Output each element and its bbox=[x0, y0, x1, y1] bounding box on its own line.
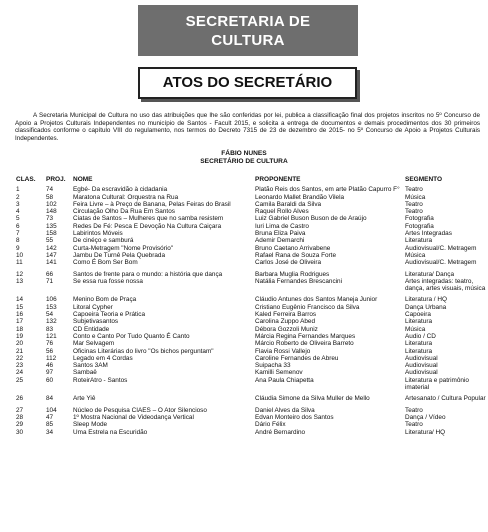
section-banner bbox=[138, 5, 358, 56]
cell-proj: 112 bbox=[46, 354, 57, 362]
cell-segment: Audio / CD bbox=[405, 332, 436, 340]
cell-clas: 6 bbox=[16, 222, 20, 230]
cell-proj: 85 bbox=[46, 421, 54, 429]
cell-proj: 60 bbox=[46, 376, 54, 384]
cell-segment: Audiovisual bbox=[405, 354, 438, 362]
cell-segment: Dança / Vídeo bbox=[405, 413, 446, 421]
cell-segment: Música bbox=[405, 251, 426, 259]
cell-proj: 147 bbox=[46, 251, 57, 259]
cell-name: Legado em 4 Cordas bbox=[73, 354, 133, 362]
cell-clas: 5 bbox=[16, 215, 20, 223]
cell-proponent: Camila Baraldi da Silva bbox=[255, 200, 322, 208]
cell-proj: 46 bbox=[46, 362, 54, 370]
cell-segment: Audiovisual bbox=[405, 362, 438, 370]
cell-clas: 17 bbox=[16, 318, 24, 326]
cell-name: Se essa rua fosse nossa bbox=[73, 277, 143, 285]
cell-proponent: Márcio Roberto de Oliveira Barreto bbox=[255, 340, 354, 348]
header-proponent: PROPONENTE bbox=[255, 176, 301, 183]
table-row bbox=[16, 318, 486, 325]
cell-clas: 16 bbox=[16, 311, 24, 319]
header-segment: SEGMENTO bbox=[405, 176, 443, 183]
cell-proj: 74 bbox=[46, 186, 54, 194]
cell-clas: 10 bbox=[16, 251, 24, 259]
cell-segment: Teatro bbox=[405, 208, 423, 216]
cell-name: Capoeira Teoria e Prática bbox=[73, 311, 145, 319]
cell-clas: 23 bbox=[16, 362, 24, 370]
cell-segment: Audiovisual bbox=[405, 369, 438, 377]
header-proj: PROJ. bbox=[46, 176, 66, 183]
cell-name: Como É Bom Ser Bom bbox=[73, 259, 138, 267]
table-row bbox=[16, 326, 486, 333]
cell-proponent: Raquel Rollo Alves bbox=[255, 208, 309, 216]
cell-clas: 24 bbox=[16, 369, 24, 377]
cell-name: De cinéço e samburá bbox=[73, 237, 134, 245]
cell-segment: Fotografia bbox=[405, 222, 434, 230]
cell-name: Mar Selvagem bbox=[73, 340, 115, 348]
cell-name: Núcleo de Pesquisa CIAES – O Ator Silencioso bbox=[73, 406, 207, 414]
cell-proponent: André Bernardino bbox=[255, 428, 306, 436]
table-row bbox=[16, 292, 486, 303]
cell-name: Redes De Fé: Pesca E Devoção Na Cultura Caiçara bbox=[73, 222, 222, 230]
cell-name: Circulação Olho Da Rua Em Santos bbox=[73, 208, 175, 216]
section-title-line1: SECRETARIA DE bbox=[185, 13, 311, 30]
table-row bbox=[16, 348, 486, 355]
cell-segment: Literatura bbox=[405, 340, 432, 348]
cell-segment: Literatura e patrimônio imaterial bbox=[405, 376, 469, 392]
table-row bbox=[16, 355, 486, 362]
cell-segment: Artes integradas: teatro, dança, artes visuais, música bbox=[405, 277, 486, 293]
cell-proponent: Kaled Ferreira Barros bbox=[255, 311, 317, 319]
table-row bbox=[16, 230, 486, 237]
table-row bbox=[16, 377, 486, 392]
cell-segment: Literatura bbox=[405, 318, 432, 326]
cell-name: 1º Mostra Nacional de Videodança Vertical bbox=[73, 413, 194, 421]
cell-segment: Audiovisual/C. Metragem bbox=[405, 259, 477, 267]
cell-proj: 141 bbox=[46, 259, 57, 267]
table-row bbox=[16, 333, 486, 340]
cell-proj: 58 bbox=[46, 193, 54, 201]
cell-segment: Música bbox=[405, 325, 426, 333]
cell-clas: 3 bbox=[16, 200, 20, 208]
cell-name: Ciatas de Santos – Mulheres que no samba resistem bbox=[73, 215, 224, 223]
cell-proponent: Edvan Monteiro dos Santos bbox=[255, 413, 334, 421]
cell-clas: 27 bbox=[16, 406, 24, 414]
cell-proj: 102 bbox=[46, 200, 57, 208]
cell-proj: 121 bbox=[46, 332, 57, 340]
cell-proponent: Bruna Eliza Paiva bbox=[255, 230, 306, 238]
cell-proj: 71 bbox=[46, 277, 54, 285]
cell-name: Oficinas Literárias do livro "Os bichos perguntam" bbox=[73, 347, 214, 355]
cell-segment: Fotografia bbox=[405, 215, 434, 223]
table-row bbox=[16, 362, 486, 369]
cell-proponent: Cláudio Antunes dos Santos Maneja Junior bbox=[255, 296, 378, 304]
cell-proj: 66 bbox=[46, 270, 54, 278]
cell-proj: 54 bbox=[46, 311, 54, 319]
cell-proponent: Caroline Fernandes de Abreu bbox=[255, 354, 339, 362]
table-row bbox=[16, 403, 486, 414]
table-row bbox=[16, 245, 486, 252]
section-title-line2: CULTURA bbox=[211, 32, 285, 49]
cell-name: Labirintos Móveis bbox=[73, 230, 123, 238]
cell-name: Subjetivasantos bbox=[73, 318, 119, 326]
cell-proj: 104 bbox=[46, 406, 57, 414]
table-row bbox=[16, 194, 486, 201]
table-row bbox=[16, 215, 486, 222]
cell-clas: 14 bbox=[16, 296, 24, 304]
cell-proponent: Carlos José de Oliveira bbox=[255, 259, 322, 267]
cell-name: Sambaê bbox=[73, 369, 97, 377]
table-header-row bbox=[16, 176, 486, 186]
table-row bbox=[16, 223, 486, 230]
cell-proj: 158 bbox=[46, 230, 57, 238]
cell-proj: 83 bbox=[46, 325, 54, 333]
cell-segment: Literatura/ Dança bbox=[405, 270, 455, 278]
cell-proponent: Carolina Zuppo Abed bbox=[255, 318, 316, 326]
signature-role: SECRETÁRIO DE CULTURA bbox=[200, 158, 288, 165]
cell-clas: 25 bbox=[16, 376, 24, 384]
cell-proponent: Débora Gozzoli Muniz bbox=[255, 325, 318, 333]
cell-clas: 18 bbox=[16, 325, 24, 333]
cell-clas: 22 bbox=[16, 354, 24, 362]
cell-segment: Teatro bbox=[405, 200, 423, 208]
table-row bbox=[16, 208, 486, 215]
cell-name: Menino Bom de Praça bbox=[73, 296, 137, 304]
cell-proponent: Cristiano Eugênio Francisco da Silva bbox=[255, 303, 360, 311]
cell-segment: Literatura/ HQ bbox=[405, 428, 446, 436]
signature-name: FÁBIO NUNES bbox=[221, 150, 267, 157]
cell-proj: 73 bbox=[46, 215, 54, 223]
cell-proj: 148 bbox=[46, 208, 57, 216]
cell-segment: Literatura / HQ bbox=[405, 296, 447, 304]
cell-clas: 13 bbox=[16, 277, 24, 285]
cell-proponent: Daniel Alves da Silva bbox=[255, 406, 315, 414]
table-row bbox=[16, 237, 486, 244]
cell-proponent: Suipacha 33 bbox=[255, 362, 291, 370]
cell-name: Egbé- Da escravidão à cidadania bbox=[73, 186, 168, 194]
table-row bbox=[16, 369, 486, 376]
cell-proj: 142 bbox=[46, 244, 57, 252]
cell-clas: 9 bbox=[16, 244, 20, 252]
header-name: NOME bbox=[73, 176, 93, 183]
atos-title: ATOS DO SECRETÁRIO bbox=[138, 67, 357, 99]
table-row bbox=[16, 311, 486, 318]
cell-proponent: Bruno Caetano Arrivabene bbox=[255, 244, 331, 252]
cell-proj: 34 bbox=[46, 428, 54, 436]
table-row bbox=[16, 414, 486, 421]
cell-proj: 56 bbox=[46, 347, 54, 355]
cell-proj: 84 bbox=[46, 395, 54, 403]
cell-clas: 29 bbox=[16, 421, 24, 429]
cell-name: Litoral Cypher bbox=[73, 303, 113, 311]
cell-name: Santos de frente para o mundo: a história que dança bbox=[73, 270, 223, 278]
cell-segment: Teatro bbox=[405, 406, 423, 414]
header-clas: CLAS. bbox=[16, 176, 36, 183]
cell-proj: 135 bbox=[46, 222, 57, 230]
cell-name: Jambu De Turnê Pela Quebrada bbox=[73, 251, 166, 259]
cell-segment: Artesanato / Cultura Popular bbox=[405, 395, 486, 403]
cell-proponent: Leonardo Mallet Brandão Vilela bbox=[255, 193, 345, 201]
table-row bbox=[16, 267, 486, 278]
table-row bbox=[16, 259, 486, 266]
cell-name: Sleep Mode bbox=[73, 421, 108, 429]
cell-name: Curta-Metragem "Nome Provisório" bbox=[73, 244, 174, 252]
cell-clas: 1 bbox=[16, 186, 20, 194]
cell-clas: 20 bbox=[16, 340, 24, 348]
table-row bbox=[16, 429, 486, 436]
cell-name: CD Entidade bbox=[73, 325, 110, 333]
cell-clas: 28 bbox=[16, 413, 24, 421]
cell-proj: 47 bbox=[46, 413, 54, 421]
cell-proponent: Márcia Regina Fernandes Marques bbox=[255, 332, 356, 340]
cell-clas: 15 bbox=[16, 303, 24, 311]
cell-clas: 26 bbox=[16, 395, 24, 403]
cell-proponent: Dário Félix bbox=[255, 421, 286, 429]
cell-segment: Capoeira bbox=[405, 311, 431, 319]
cell-clas: 7 bbox=[16, 230, 20, 238]
cell-clas: 4 bbox=[16, 208, 20, 216]
table-row bbox=[16, 201, 486, 208]
cell-segment: Teatro bbox=[405, 421, 423, 429]
cell-name: RoteirAtro - Santos bbox=[73, 376, 128, 384]
cell-name: Arte Yiê bbox=[73, 395, 96, 403]
cell-clas: 11 bbox=[16, 259, 23, 267]
cell-proj: 132 bbox=[46, 318, 57, 326]
table-row bbox=[16, 186, 486, 193]
cell-proj: 153 bbox=[46, 303, 57, 311]
cell-proponent: Luiz Gabriel Buson Buson de de Araújo bbox=[255, 215, 367, 223]
cell-proj: 55 bbox=[46, 237, 54, 245]
cell-segment: Dança Urbana bbox=[405, 303, 447, 311]
intro-text: A Secretaria Municipal de Cultura no uso das atribuições que lhe são conferidas por lei, publica a classificação final dos projetos inscritos no 5º Concurso de Apoio a Projetos Culturais Independentes no município de Santos - Facult 2015, e solicita a entrega de documentos e demais procedimentos dos 30 primeiros classificados conforme o capítulo VIII do regulamento, nos termos do Decreto 7315 de 23 de dezembro de 2015- no 5º Concurso de Apoio a Projetos Culturais Independentes. bbox=[15, 112, 480, 142]
table-row bbox=[16, 340, 486, 347]
table-row bbox=[16, 278, 486, 293]
cell-proponent: Platão Reis dos Santos, em arte Platão Capurro F° bbox=[255, 186, 400, 194]
cell-segment: Literatura bbox=[405, 347, 432, 355]
table-body bbox=[16, 186, 486, 436]
cell-proj: 106 bbox=[46, 296, 57, 304]
cell-clas: 8 bbox=[16, 237, 20, 245]
cell-clas: 21 bbox=[16, 347, 24, 355]
cell-proponent: Iuri Lima de Castro bbox=[255, 222, 309, 230]
cell-proponent: Kamilli Semenov bbox=[255, 369, 303, 377]
table-row bbox=[16, 421, 486, 428]
cell-proponent: Rafael Rana de Souza Forte bbox=[255, 251, 336, 259]
cell-clas: 12 bbox=[16, 270, 24, 278]
cell-segment: Audiovisual/C. Metragem bbox=[405, 244, 477, 252]
cell-name: Maratona Cultural: Orquestra na Rua bbox=[73, 193, 179, 201]
table-row bbox=[16, 304, 486, 311]
cell-clas: 2 bbox=[16, 193, 20, 201]
cell-proj: 97 bbox=[46, 369, 54, 377]
classification-table bbox=[16, 176, 486, 436]
cell-name: Conto e Canto Por Tudo Quanto É Canto bbox=[73, 332, 190, 340]
cell-proj: 76 bbox=[46, 340, 54, 348]
cell-clas: 19 bbox=[16, 332, 24, 340]
cell-proponent: Barbara Muglia Rodrigues bbox=[255, 270, 330, 278]
cell-name: Uma Estrela na Escuridão bbox=[73, 428, 148, 436]
cell-name: Santos 3AM bbox=[73, 362, 108, 370]
cell-segment: Música bbox=[405, 193, 426, 201]
cell-clas: 30 bbox=[16, 428, 24, 436]
cell-proponent: Ademir Demarchi bbox=[255, 237, 305, 245]
cell-proponent: Ana Paula Chiapetta bbox=[255, 376, 314, 384]
cell-segment: Artes Integradas bbox=[405, 230, 452, 238]
table-row bbox=[16, 391, 486, 402]
cell-segment: Literatura bbox=[405, 237, 432, 245]
cell-segment: Teatro bbox=[405, 186, 423, 194]
cell-proponent: Flavia Rossi Vallejo bbox=[255, 347, 311, 355]
cell-name: Feira Livre – à Preço de Banana, Pelas Feiras do Brasil bbox=[73, 200, 231, 208]
intro-paragraph bbox=[15, 112, 480, 142]
cell-proponent: Cláudia Simone da Silva Muller de Mello bbox=[255, 395, 370, 403]
cell-proponent: Natália Fernandes Brescancini bbox=[255, 277, 343, 285]
